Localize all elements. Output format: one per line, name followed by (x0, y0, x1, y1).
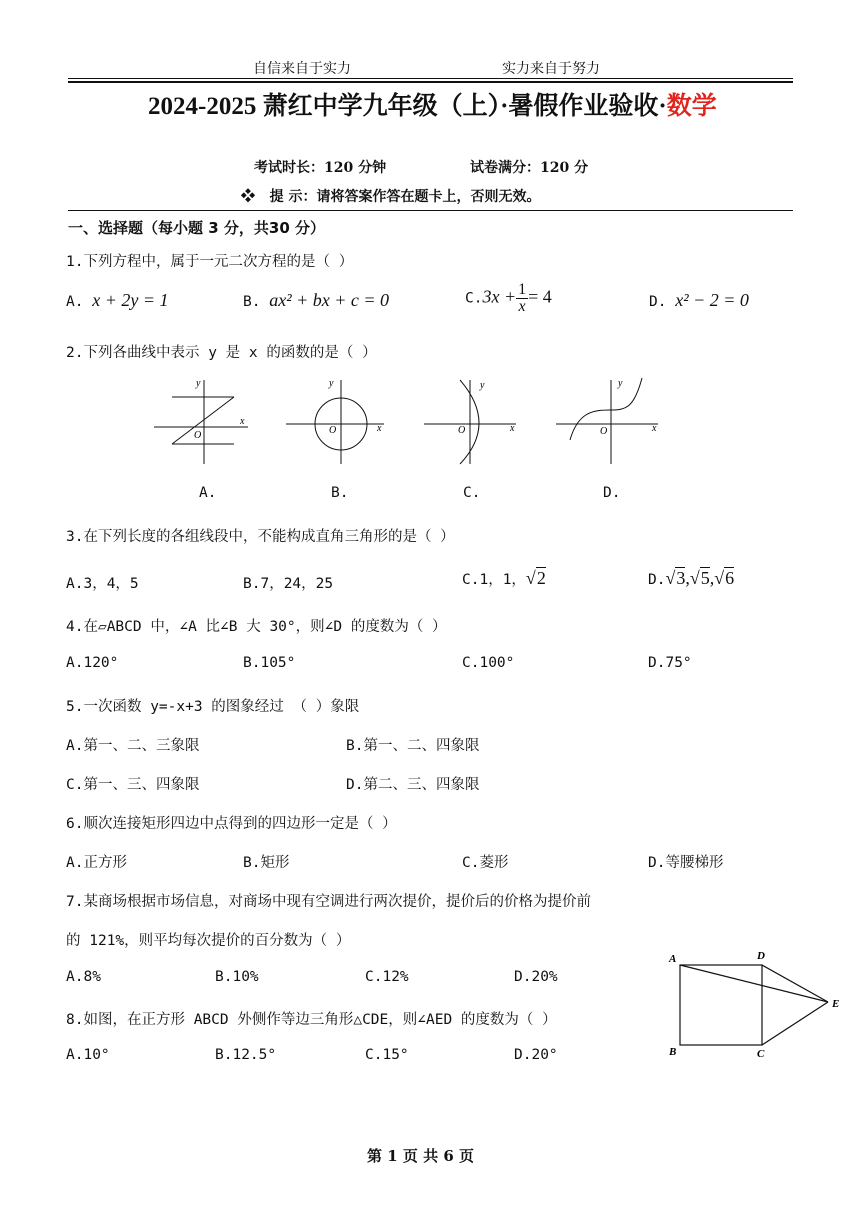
motto-left: 自信来自于实力 (253, 61, 351, 77)
q2-graph-a (154, 380, 248, 464)
q7-option-d: D.20% (514, 969, 558, 985)
q5-stem: 5.一次函数 y=-x+3 的图象经过 （ ）象限 (66, 699, 360, 715)
q3-d-label: D. (648, 572, 666, 588)
q7-option-b: B.10% (215, 969, 259, 985)
q1-option-a (66, 290, 168, 311)
q2-c-x-label: x (510, 423, 515, 434)
q3-option-b: B.7，24，25 (243, 576, 334, 592)
q8-square-triangle (680, 965, 828, 1045)
q8-option-a: A.10° (66, 1047, 110, 1063)
q5-option-a: A.第一、二、三象限 (66, 738, 200, 754)
q1-a-expr: x + 2y = 1 (92, 290, 169, 310)
q8-stem: 8.如图，在正方形 ABCD 外侧作等边三角形△CDE，则∠AED 的度数为（ ） (66, 1012, 557, 1028)
exam-tip (241, 186, 541, 206)
q1-a-label: A. (66, 294, 84, 310)
q2-c-y-label: y (480, 380, 485, 391)
q5-option-c: C.第一、三、四象限 (66, 777, 200, 793)
q5-option-d: D.第二、三、四象限 (346, 777, 480, 793)
q6-option-d: D.等腰梯形 (648, 855, 724, 871)
q2-stem: 2.下列各曲线中表示 y 是 x 的函数的是（ ） (66, 345, 377, 361)
q1-b-expr: ax² + bx + c = 0 (269, 290, 390, 310)
q3-d-sqrt-3: √6 (714, 568, 735, 588)
q1-d-expr: x² − 2 = 0 (675, 290, 749, 310)
q1-c-label: C. (465, 290, 483, 307)
q3-c-pre: C.1，1， (462, 572, 526, 588)
q1-c-post: = 4 (528, 286, 552, 307)
header-rule-thin (68, 78, 793, 79)
q3-c-sqrt: √2 (525, 568, 546, 588)
q6-stem: 6.顺次连接矩形四边中点得到的四边形一定是（ ） (66, 816, 397, 832)
q2-d-x-label: x (652, 423, 657, 434)
q2-option-b: B. (331, 485, 349, 501)
tip-text: 提 示：请将答案作答在题卡上，否则无效。 (269, 189, 541, 205)
q2-a-x-label: x (240, 416, 245, 427)
q8-point-e: E (832, 998, 840, 1010)
q8-option-d: D.20° (514, 1047, 558, 1063)
q7-option-a: A.8% (66, 969, 101, 985)
q4-option-c: C.100° (462, 655, 515, 671)
q1-c-pre: 3x + (482, 286, 517, 307)
q2-graphs (148, 372, 678, 472)
q8-point-b: B (669, 1046, 677, 1058)
q2-b-x-label: x (377, 423, 382, 434)
q1-c-fraction (516, 282, 528, 315)
q3-d-radicand-1: 3 (676, 568, 686, 588)
q2-c-origin: O (458, 425, 466, 436)
q2-graph-d (556, 378, 658, 464)
q8-point-a: A (669, 953, 677, 965)
q8-option-c: C.15° (365, 1047, 409, 1063)
q3-d-radicand-3: 6 (725, 568, 735, 588)
page-footer: 第 1 页 共 6 页 (367, 1147, 474, 1165)
q4-stem: 4.在▱ABCD 中，∠A 比∠B 大 30°，则∠D 的度数为（ ） (66, 619, 447, 635)
q1-option-b (243, 290, 389, 311)
tip-mark-icon: ❖ (241, 189, 255, 205)
q8-figure (660, 945, 850, 1063)
q1-c-denominator: x (518, 298, 526, 315)
q1-stem: 1.下列方程中，属于一元二次方程的是（ ） (66, 254, 354, 270)
q1-option-d (649, 290, 749, 311)
header-rule-thick (68, 81, 793, 83)
q2-b-origin: O (329, 425, 337, 436)
q3-option-d: D.√3,√5,√6 (648, 568, 735, 588)
q4-option-d: D.75° (648, 655, 692, 671)
q8-point-d: D (757, 950, 765, 962)
q2-option-a: A. (199, 485, 217, 501)
title-main: 2024-2025 萧红中学九年级（上）·暑假作业验收· (148, 93, 667, 120)
page-title (148, 86, 717, 122)
q2-a-y-label: y (196, 378, 201, 389)
q7-stem-line1: 7.某商场根据市场信息，对商场中现有空调进行两次提价，提价后的价格为提价前 (66, 894, 591, 910)
q1-option-c (465, 282, 552, 315)
q2-option-c: C. (463, 485, 481, 501)
q2-d-origin: O (600, 426, 608, 437)
q2-option-d: D. (603, 485, 621, 501)
q2-graph-c (424, 380, 516, 464)
q2-d-y-label: y (618, 378, 623, 389)
exam-full-score: 试卷满分：120 分 (470, 160, 589, 176)
q2-graph-b (286, 380, 384, 464)
q1-b-label: B. (243, 294, 261, 310)
q3-c-radicand: 2 (536, 568, 546, 588)
q4-option-b: B.105° (243, 655, 296, 671)
q1-c-numerator: 1 (518, 281, 527, 298)
q6-option-b: B.矩形 (243, 855, 290, 871)
q3-d-sqrt-1: √3 (665, 568, 686, 588)
q6-option-a: A.正方形 (66, 855, 127, 871)
q3-stem: 3.在下列长度的各组线段中，不能构成直角三角形的是（ ） (66, 529, 455, 545)
q3-d-sqrt-2: √5 (689, 568, 710, 588)
section-rule (68, 210, 793, 211)
q8-point-c: C (757, 1048, 765, 1060)
section-heading: 一、选择题（每小题 3 分，共30 分） (68, 219, 325, 237)
q8-option-b: B.12.5° (215, 1047, 277, 1063)
exam-duration: 考试时长：120 分钟 (254, 160, 387, 176)
q1-d-label: D. (649, 294, 667, 310)
motto-right: 实力来自于努力 (502, 61, 600, 77)
q3-option-c (462, 568, 546, 589)
q3-option-a: A.3，4，5 (66, 576, 139, 592)
q4-option-a: A.120° (66, 655, 119, 671)
q3-d-radicand-2: 5 (700, 568, 710, 588)
title-subject: 数学 (666, 93, 717, 120)
q5-option-b: B.第一、二、四象限 (346, 738, 480, 754)
q2-b-y-label: y (329, 378, 334, 389)
q7-option-c: C.12% (365, 969, 409, 985)
q7-stem-line2: 的 121%，则平均每次提价的百分数为（ ） (66, 933, 351, 949)
q6-option-c: C.菱形 (462, 855, 509, 871)
q2-a-origin: O (194, 430, 202, 441)
